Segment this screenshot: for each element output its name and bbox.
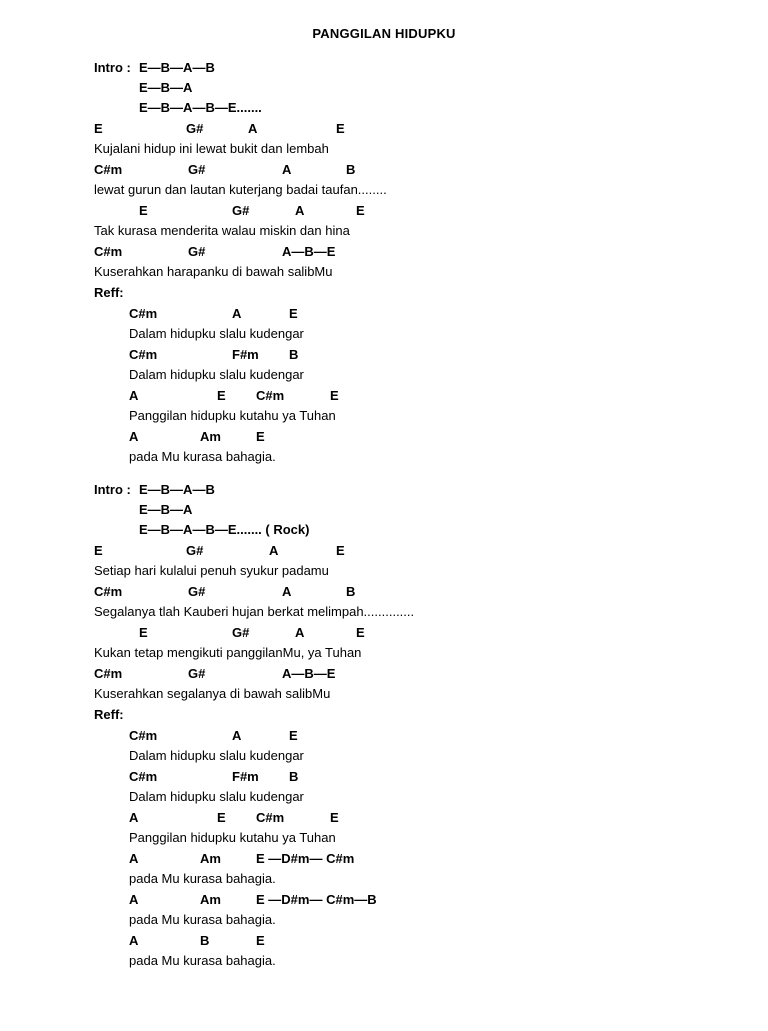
chord: Am [200,892,221,907]
chord: E [217,388,226,403]
chord: G# [188,244,206,259]
chord: E —D#m— C#m—B [256,892,377,907]
reff-label: Reff: [94,285,124,300]
chord: A [269,543,279,558]
lyric-line: Dalam hidupku slalu kudengar [129,748,304,763]
chord-line [94,623,494,643]
chord: B [346,584,356,599]
chord: E [256,933,265,948]
lyric-line: Tak kurasa menderita walau miskin dan hina [94,223,350,238]
lyric-line: lewat gurun dan lautan kuterjang badai taufan........ [94,182,387,197]
chord: A [282,584,292,599]
chord: C#m [94,162,123,177]
chord: E [139,203,148,218]
chord: A [295,625,305,640]
chord: Am [200,851,221,866]
intro-chords: E—B—A [139,502,193,517]
chord-line [94,242,494,262]
lyric-line: Dalam hidupku slalu kudengar [129,367,304,382]
lyric-line: Panggilan hidupku kutahu ya Tuhan [129,408,336,423]
chord: B [289,769,299,784]
chord: C#m [129,306,158,321]
chord: B [200,933,210,948]
intro-chords: E—B—A—B [139,482,215,497]
intro-label: Intro : [94,482,131,497]
chord: A [129,933,139,948]
intro-chords: E—B—A [139,80,193,95]
intro-chords: E—B—A—B—E....... [139,100,262,115]
chord: E [330,810,339,825]
chord: E [330,388,339,403]
chord: B [289,347,299,362]
reff-label: Reff: [94,707,124,722]
chord: E [94,121,103,136]
chord: E [336,121,345,136]
song-title: PANGGILAN HIDUPKU [312,26,456,41]
chord: A [129,429,139,444]
chord: A [232,728,242,743]
chord: A [129,892,139,907]
chord: E [139,625,148,640]
chord: A—B—E [282,666,336,681]
chord: F#m [232,769,259,784]
lyric-line: pada Mu kurasa bahagia. [129,871,276,886]
chord-line [129,890,449,910]
lyric-line: Kujalani hidup ini lewat bukit dan lembah [94,141,329,156]
lyric-line: pada Mu kurasa bahagia. [129,449,276,464]
chord: C#m [256,810,285,825]
chord: C#m [129,728,158,743]
lyric-line: pada Mu kurasa bahagia. [129,912,276,927]
chord: E [217,810,226,825]
lyric-line: Panggilan hidupku kutahu ya Tuhan [129,830,336,845]
chord: A [295,203,305,218]
chord: F#m [232,347,259,362]
lyric-line: Dalam hidupku slalu kudengar [129,789,304,804]
chord: A [282,162,292,177]
chord-line [94,160,494,180]
chord: A [232,306,242,321]
chord-line [94,582,494,602]
intro-chords: E—B—A—B [139,60,215,75]
chord: B [346,162,356,177]
chord: G# [232,203,250,218]
intro-label: Intro : [94,60,131,75]
chord-line [129,345,429,365]
chord: C#m [256,388,285,403]
chord: E [356,625,365,640]
chord: A [129,388,139,403]
lyric-line: Kuserahkan segalanya di bawah salibMu [94,686,331,701]
chord: E [289,728,298,743]
lyric-line: Setiap hari kulalui penuh syukur padamu [94,563,329,578]
chord-line [129,849,429,869]
lyric-line: Segalanya tlah Kauberi hujan berkat melimpah.............. [94,604,415,619]
chord: E [256,429,265,444]
lyric-line: Dalam hidupku slalu kudengar [129,326,304,341]
chord: E [356,203,365,218]
chord: G# [186,121,204,136]
chord-line [129,427,429,447]
lyric-line: Kukan tetap mengikuti panggilanMu, ya Tuhan [94,645,362,660]
chord: G# [186,543,204,558]
chord-line [129,808,429,828]
lyric-line: pada Mu kurasa bahagia. [129,953,276,968]
chord: G# [232,625,250,640]
chord-line [129,767,429,787]
chord-line [129,726,429,746]
lyric-line: Kuserahkan harapanku di bawah salibMu [94,264,333,279]
chord: C#m [129,769,158,784]
chord: E [336,543,345,558]
intro-line [94,58,215,78]
chord-line [129,304,429,324]
chord: Am [200,429,221,444]
chord: C#m [129,347,158,362]
chord: A [248,121,258,136]
chord: G# [188,666,206,681]
chord: A [129,810,139,825]
chord: E [289,306,298,321]
chord: C#m [94,666,123,681]
chord: G# [188,162,206,177]
chord: E —D#m— C#m [256,851,355,866]
chord-line [129,931,429,951]
chord-line [94,201,494,221]
chord: E [94,543,103,558]
chord: C#m [94,244,123,259]
chord: A [129,851,139,866]
chord: G# [188,584,206,599]
chord-line [129,386,429,406]
chord-line [94,541,494,561]
chord-line [94,119,494,139]
intro-chords: E—B—A—B—E....... ( Rock) [139,522,310,537]
chord-line [94,664,494,684]
chord: C#m [94,584,123,599]
intro-line [94,480,215,500]
chord: A—B—E [282,244,336,259]
